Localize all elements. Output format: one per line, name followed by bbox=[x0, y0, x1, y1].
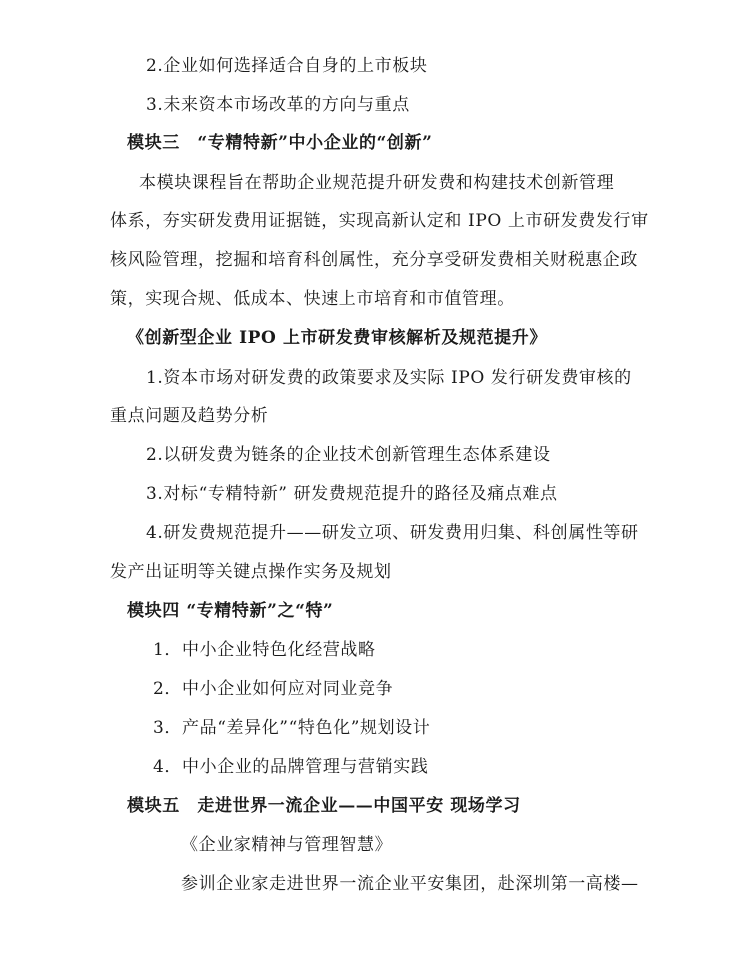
module3-heading: 模块三 “专精特新”中小企业的“创新” bbox=[127, 133, 433, 153]
module3-intro-line-3: 核风险管理，挖掘和培育科创属性，充分享受研发费相关财税惠企政 bbox=[110, 250, 638, 270]
module3-item-4-line-2: 发产出证明等关键点操作实务及规划 bbox=[110, 562, 392, 582]
module3-item-1-line-2: 重点问题及趋势分析 bbox=[110, 406, 269, 426]
module3-course-title: 《创新型企业 IPO 上市研发费审核解析及规范提升》 bbox=[127, 328, 547, 348]
module3-intro-line-2: 体系，夯实研发费用证据链，实现高新认定和 IPO 上市研发费发行审 bbox=[110, 211, 649, 231]
module2-item-2: 2.企业如何选择适合自身的上市板块 bbox=[146, 56, 428, 76]
module3-item-3: 3.对标“专精特新” 研发费规范提升的路径及痛点难点 bbox=[146, 484, 558, 504]
module4-item-4: 4．中小企业的品牌管理与营销实践 bbox=[153, 757, 429, 777]
module2-item-3: 3.未来资本市场改革的方向与重点 bbox=[146, 95, 410, 115]
module3-intro-line-1: 本模块课程旨在帮助企业规范提升研发费和构建技术创新管理 bbox=[139, 173, 615, 193]
module4-item-2: 2．中小企业如何应对同业竞争 bbox=[153, 679, 394, 699]
module3-item-1-line-1: 1.资本市场对研发费的政策要求及实际 IPO 发行研发费审核的 bbox=[146, 368, 632, 388]
module3-intro-line-4: 策，实现合规、低成本、快速上市培育和市值管理。 bbox=[110, 289, 515, 309]
module3-item-4-line-1: 4.研发费规范提升——研发立项、研发费用归集、科创属性等研 bbox=[146, 523, 639, 543]
module5-course-title: 《企业家精神与管理智慧》 bbox=[181, 835, 393, 855]
module4-item-1: 1．中小企业特色化经营战略 bbox=[153, 640, 376, 660]
module5-body-line: 参训企业家走进世界一流企业平安集团，赴深圳第一高楼— bbox=[181, 874, 639, 894]
module5-heading: 模块五 走进世界一流企业——中国平安 现场学习 bbox=[127, 796, 521, 816]
module4-item-3: 3．产品“差异化”“特色化”规划设计 bbox=[153, 718, 431, 738]
module3-item-2: 2.以研发费为链条的企业技术创新管理生态体系建设 bbox=[146, 445, 551, 465]
module4-heading: 模块四 “专精特新”之“特” bbox=[127, 601, 334, 621]
